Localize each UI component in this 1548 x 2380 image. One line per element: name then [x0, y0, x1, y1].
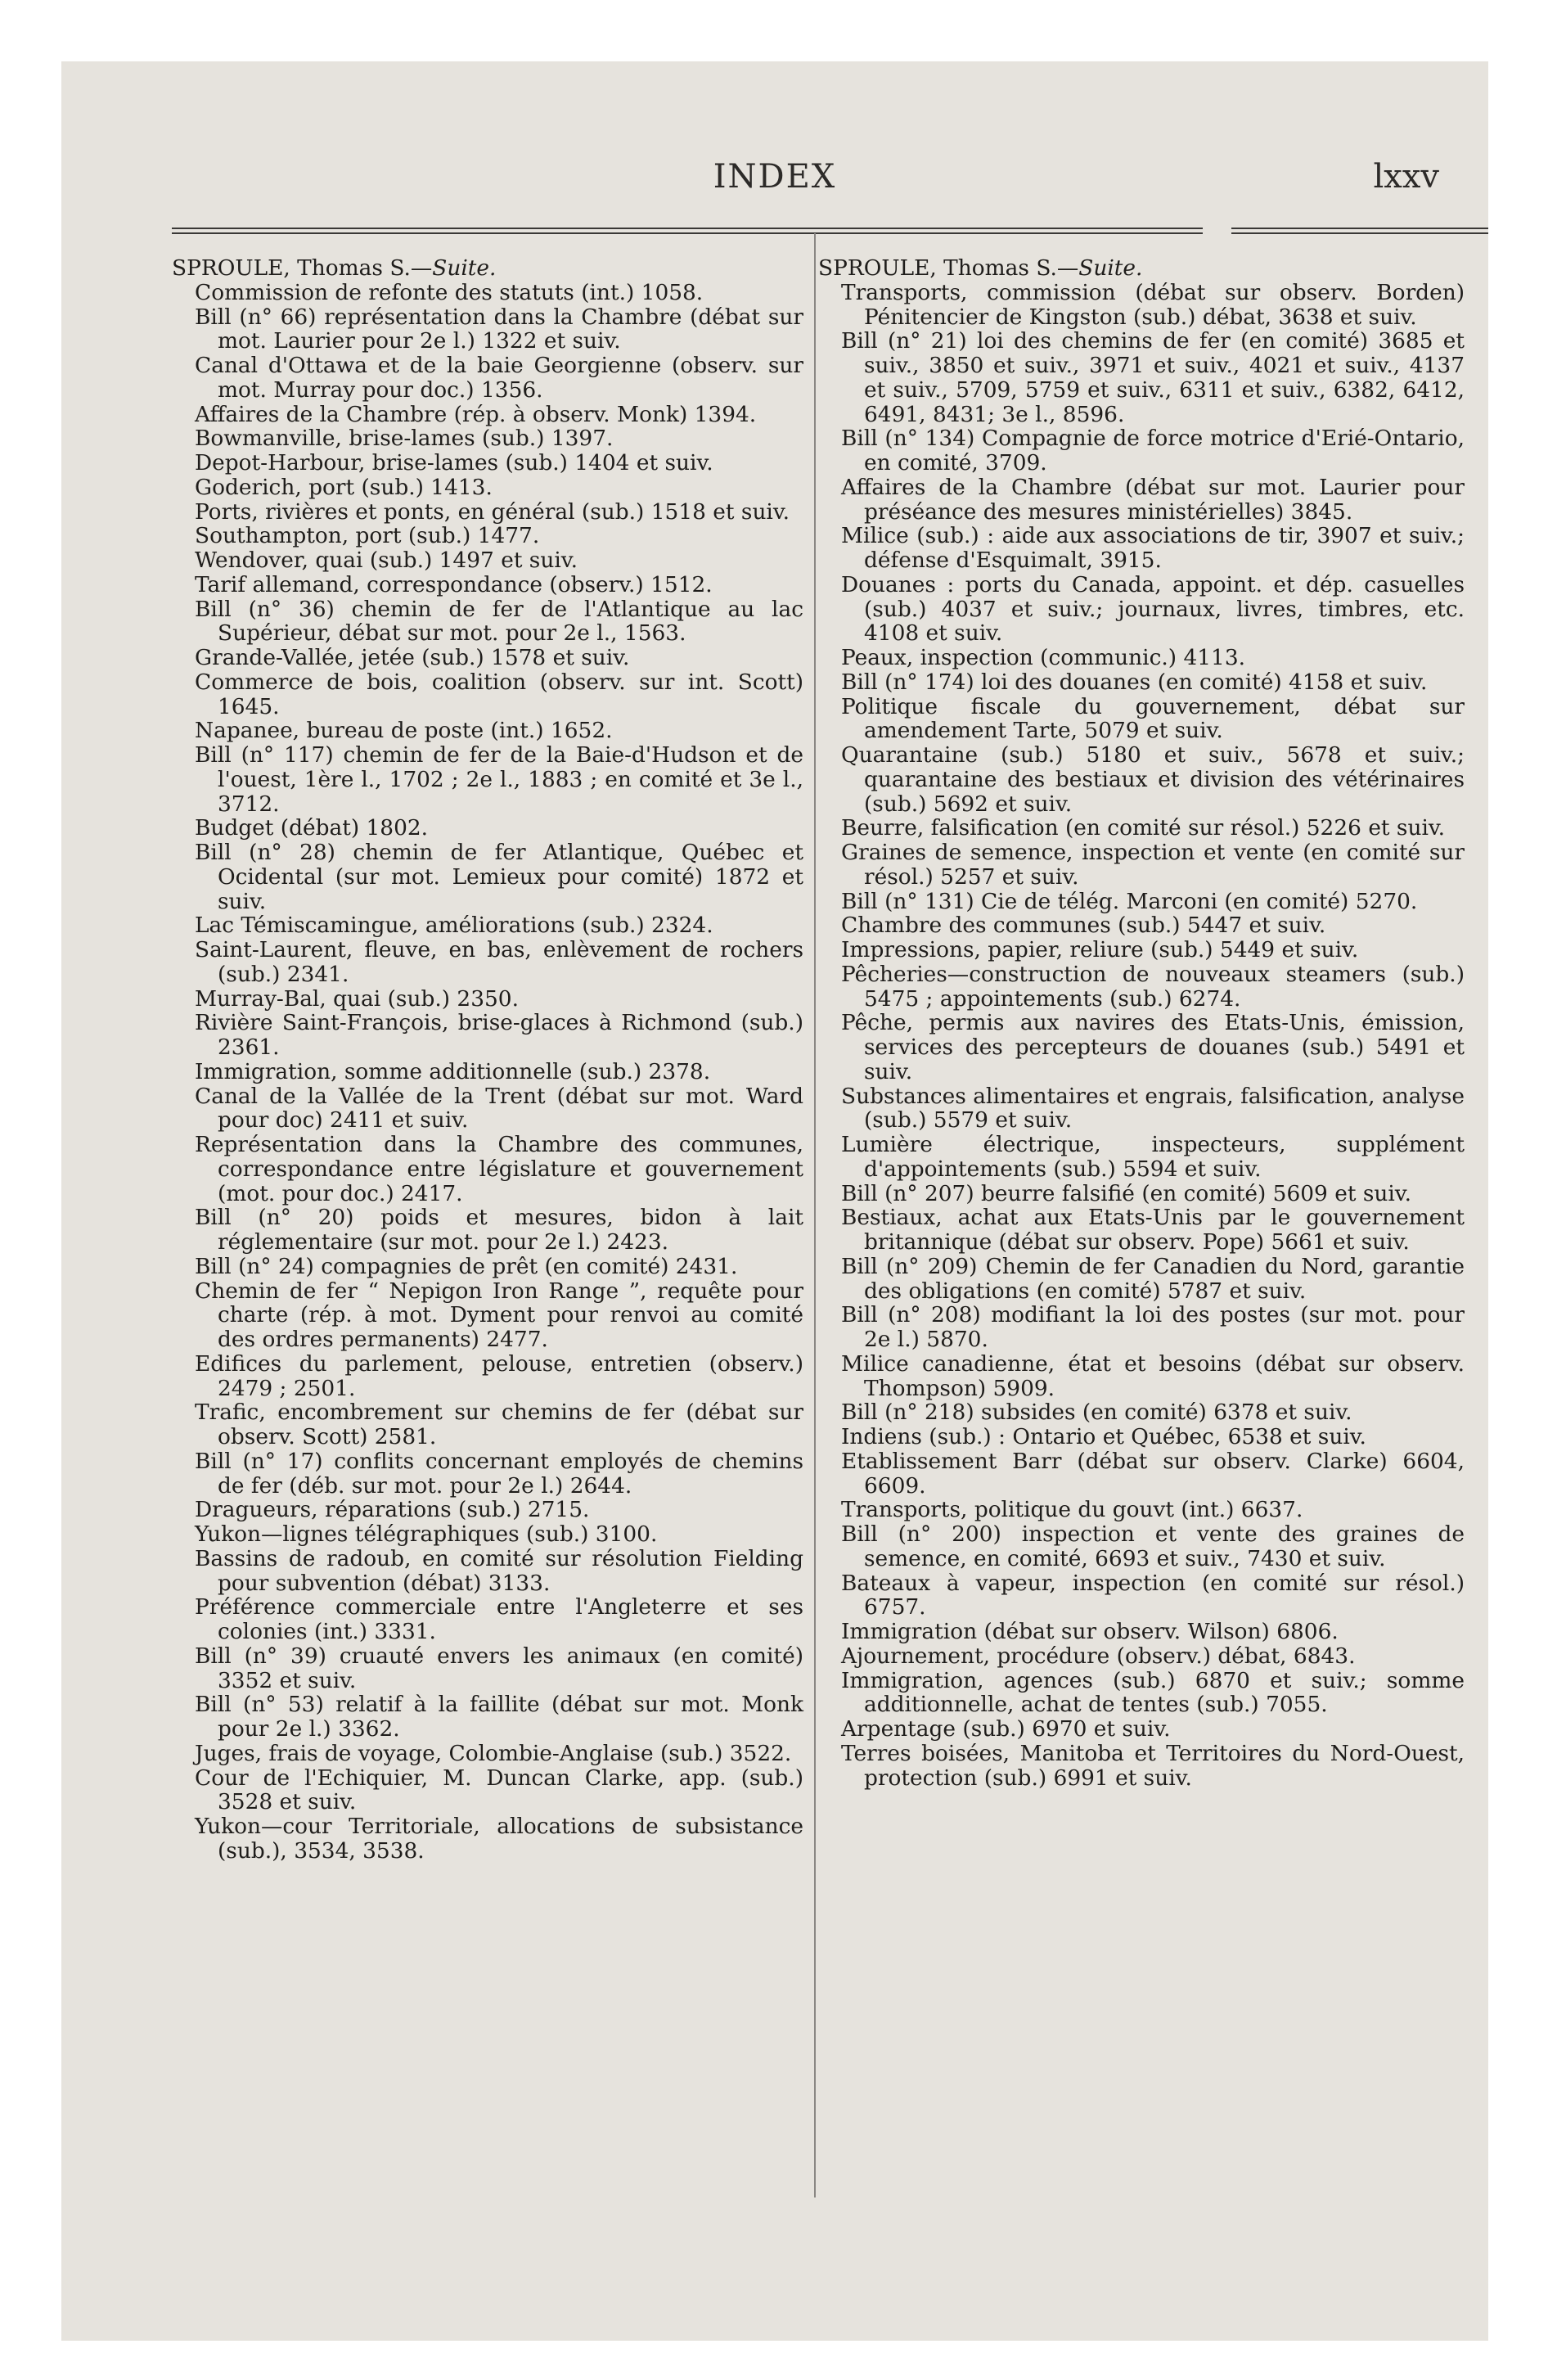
index-entry: Bill (n° 66) représentation dans la Chambre (débat sur mot. Laurier pour 2e l.) 1322 et suiv.: [195, 304, 803, 354]
index-entry: Saint-Laurent, fleuve, en bas, enlèvement de rochers (sub.) 2341.: [195, 937, 803, 987]
index-entry: Napanee, bureau de poste (int.) 1652.: [195, 718, 613, 744]
index-entry: Pêcheries—construction de nouveaux steamers (sub.) 5475 ; appointements (sub.) 6274.: [841, 961, 1465, 1012]
index-entry: Goderich, port (sub.) 1413.: [195, 474, 493, 500]
index-entry: Bill (n° 39) cruauté envers les animaux (en comité) 3352 et suiv.: [195, 1643, 803, 1693]
index-entry: Terres boisées, Manitoba et Territoires du Nord-Ouest, protection (sub.) 6991 et suiv.: [841, 1740, 1465, 1791]
index-entry: Pêche, permis aux navires des Etats-Unis, émission, services des percepteurs de douanes (sub.) 5491 et suiv.: [841, 1010, 1465, 1084]
index-entry: Bassins de radoub, en comité sur résolution Fielding pour subvention (débat) 3133.: [195, 1545, 803, 1596]
index-entry: Bowmanville, brise-lames (sub.) 1397.: [195, 426, 614, 452]
index-entry: Bill (n° 17) conflits concernant employés de chemins de fer (déb. sur mot. pour 2e l.) 2644.: [195, 1448, 803, 1499]
index-entry: Bill (n° 134) Compagnie de force motrice d'Erié-Ontario, en comité, 3709.: [841, 426, 1465, 476]
column-divider: [814, 233, 816, 2197]
index-entry: Impressions, papier, reliure (sub.) 5449 et suiv.: [841, 937, 1359, 962]
index-entry: Southampton, port (sub.) 1477.: [195, 523, 540, 549]
heading-name: SPROULE, Thomas S.—: [818, 255, 1079, 281]
index-entry: Murray-Bal, quai (sub.) 2350.: [195, 985, 519, 1012]
index-entry: Bill (n° 36) chemin de fer de l'Atlantique au lac Supérieur, débat sur mot. pour 2e l., 1563.: [195, 596, 803, 647]
left-entry-list: [172, 281, 803, 1864]
running-head: [61, 158, 1488, 207]
index-entry: Bestiaux, achat aux Etats-Unis par le gouvernement britannique (débat sur observ. Pope) 5661 et suiv.: [841, 1205, 1465, 1255]
index-entry: Bill (n° 131) Cie de télég. Marconi (en comité) 5270.: [841, 888, 1418, 914]
index-entry: Bill (n° 208) modifiant la loi des postes (sur mot. pour 2e l.) 5870.: [841, 1302, 1465, 1352]
index-entry: Grande-Vallée, jetée (sub.) 1578 et suiv.: [195, 645, 630, 670]
index-entry: Yukon—cour Territoriale, allocations de subsistance (sub.), 3534, 3538.: [195, 1814, 803, 1864]
index-entry: Bill (n° 209) Chemin de fer Canadien du Nord, garantie des obligations (en comité) 5787 et suiv.: [841, 1253, 1465, 1304]
right-entry-list: [818, 281, 1465, 1791]
page-title: INDEX: [713, 158, 837, 196]
index-entry: Immigration (débat sur observ. Wilson) 6806.: [841, 1619, 1339, 1644]
index-entry: Bill (n° 20) poids et mesures, bidon à lait réglementaire (sur mot. pour 2e l.) 2423.: [195, 1205, 803, 1255]
index-entry: Beurre, falsification (en comité sur résol.) 5226 et suiv.: [841, 815, 1446, 841]
heading-name: SPROULE, Thomas S.—: [172, 255, 433, 281]
index-entry: Bill (n° 200) inspection et vente des graines de semence, en comité, 6693 et suiv., 7430 et suiv.: [841, 1521, 1465, 1571]
index-entry: Arpentage (sub.) 6970 et suiv.: [841, 1716, 1171, 1742]
index-entry: Tarif allemand, correspondance (observ.) 1512.: [195, 571, 713, 597]
index-entry: Bateaux à vapeur, inspection (en comité sur résol.) 6757.: [841, 1570, 1465, 1620]
index-entry: Bill (n° 207) beurre falsifié (en comité) 5609 et suiv.: [841, 1180, 1411, 1206]
index-entry: Bill (n° 24) compagnies de prêt (en comité) 2431.: [195, 1253, 738, 1279]
index-entry: Bill (n° 53) relatif à la faillite (débat sur mot. Monk pour 2e l.) 3362.: [195, 1692, 803, 1742]
index-entry: Bill (n° 218) subsides (en comité) 6378 et suiv.: [841, 1400, 1352, 1426]
index-entry: Substances alimentaires et engrais, falsification, analyse (sub.) 5579 et suiv.: [841, 1083, 1465, 1134]
index-entry: Préférence commerciale entre l'Angleterre et ses colonies (int.) 3331.: [195, 1594, 803, 1644]
index-entry: Wendover, quai (sub.) 1497 et suiv.: [195, 548, 578, 573]
index-entry: Budget (débat) 1802.: [195, 815, 429, 841]
index-entry: Bill (n° 21) loi des chemins de fer (en comité) 3685 et suiv., 3850 et suiv., 3971 et suiv., 4021 et suiv., 4137 et suiv., 5709, 5759 et suiv., 6311 et suiv., 6382, 6412, 6491, 8431; 3e l., 8596.: [841, 328, 1465, 427]
index-entry: Rivière Saint-François, brise-glaces à Richmond (sub.) 2361.: [195, 1010, 803, 1060]
index-entry: Bill (n° 117) chemin de fer de la Baie-d'Hudson et de l'ouest, 1ère l., 1702 ; 2e l., 1883 ; en comité et 3e l., 3712.: [195, 742, 803, 817]
index-entry: Commerce de bois, coalition (observ. sur int. Scott) 1645.: [195, 669, 803, 719]
index-entry: Dragueurs, réparations (sub.) 2715.: [195, 1497, 590, 1523]
index-entry: Cour de l'Echiquier, M. Duncan Clarke, app. (sub.) 3528 et suiv.: [195, 1765, 803, 1815]
index-entry: Quarantaine (sub.) 5180 et suiv., 5678 et suiv.; quarantaine des bestiaux et division des vétérinaires (sub.) 5692 et suiv.: [841, 742, 1465, 817]
index-entry: Chambre des communes (sub.) 5447 et suiv.: [841, 913, 1326, 939]
header-rule: [172, 228, 1203, 234]
index-entry: Trafic, encombrement sur chemins de fer (débat sur observ. Scott) 2581.: [195, 1400, 803, 1449]
index-page: [61, 61, 1488, 2341]
index-entry: Yukon—lignes télégraphiques (sub.) 3100.: [195, 1521, 658, 1547]
index-entry: Indiens (sub.) : Ontario et Québec, 6538 et suiv.: [841, 1424, 1366, 1449]
page-number: lxxv: [1373, 158, 1439, 196]
heading-suite: Suite.: [1078, 255, 1143, 281]
header-rule-right: [1231, 228, 1488, 234]
index-entry: Canal de la Vallée de la Trent (débat sur mot. Ward pour doc) 2411 et suiv.: [195, 1083, 803, 1134]
index-entry: Etablissement Barr (débat sur observ. Clarke) 6604, 6609.: [841, 1448, 1465, 1499]
index-entry: Immigration, somme additionnelle (sub.) 2378.: [195, 1058, 711, 1084]
index-entry: Affaires de la Chambre (rép. à observ. Monk) 1394.: [195, 401, 757, 427]
index-entry: Milice (sub.) : aide aux associations de tir, 3907 et suiv.; défense d'Esquimalt, 3915.: [841, 523, 1465, 573]
index-entry: Représentation dans la Chambre des communes, correspondance entre législature et gouvernement (mot. pour doc.) 2417.: [195, 1132, 803, 1206]
index-entry: Politique fiscale du gouvernement, débat sur amendement Tarte, 5079 et suiv.: [841, 693, 1465, 744]
index-entry: Douanes : ports du Canada, appoint. et dép. casuelles (sub.) 4037 et suiv.; journaux, livres, timbres, etc. 4108 et suiv.: [841, 571, 1465, 647]
right-column-heading: [818, 256, 1465, 281]
index-entry: Transports, commission (débat sur observ. Borden) Pénitencier de Kingston (sub.) débat, 3638 et suiv.: [841, 279, 1465, 330]
left-column-heading: [172, 256, 803, 281]
heading-suite: Suite.: [432, 255, 497, 281]
index-entry: Ports, rivières et ponts, en général (sub.) 1518 et suiv.: [195, 498, 790, 525]
index-entry: Bill (n° 28) chemin de fer Atlantique, Québec et Ocidental (sur mot. Lemieux pour comité) 1872 et suiv.: [195, 840, 803, 914]
index-entry: Chemin de fer “ Nepigon Iron Range ”, requête pour charte (rép. à mot. Dyment pour renvoi au comité des ordres permanents) 2477.: [195, 1278, 803, 1352]
index-entry: Edifices du parlement, pelouse, entretien (observ.) 2479 ; 2501.: [195, 1350, 803, 1401]
index-entry: Transports, politique du gouvt (int.) 6637.: [841, 1497, 1303, 1523]
index-entry: Commission de refonte des statuts (int.) 1058.: [195, 279, 704, 305]
index-entry: Lac Témiscamingue, améliorations (sub.) 2324.: [195, 913, 713, 939]
index-entry: Immigration, agences (sub.) 6870 et suiv.; somme additionnelle, achat de tentes (sub.) 7055.: [841, 1667, 1465, 1718]
index-entry: Canal d'Ottawa et de la baie Georgienne (observ. sur mot. Murray pour doc.) 1356.: [195, 353, 803, 403]
index-entry: Lumière électrique, inspecteurs, supplément d'appointements (sub.) 5594 et suiv.: [841, 1132, 1465, 1182]
index-entry: Depot-Harbour, brise-lames (sub.) 1404 et suiv.: [195, 450, 713, 476]
right-column: [818, 256, 1465, 1790]
index-entry: Affaires de la Chambre (débat sur mot. Laurier pour préséance des mesures ministérielles) 3845.: [841, 474, 1465, 525]
left-column: [172, 256, 803, 1864]
index-entry: Ajournement, procédure (observ.) débat, 6843.: [841, 1643, 1356, 1669]
index-entry: Peaux, inspection (communic.) 4113.: [841, 645, 1246, 670]
index-entry: Milice canadienne, état et besoins (débat sur observ. Thompson) 5909.: [841, 1350, 1465, 1401]
index-entry: Juges, frais de voyage, Colombie-Anglaise (sub.) 3522.: [195, 1740, 792, 1766]
index-entry: Bill (n° 174) loi des douanes (en comité) 4158 et suiv.: [841, 669, 1428, 695]
index-entry: Graines de semence, inspection et vente (en comité sur résol.) 5257 et suiv.: [841, 840, 1465, 890]
